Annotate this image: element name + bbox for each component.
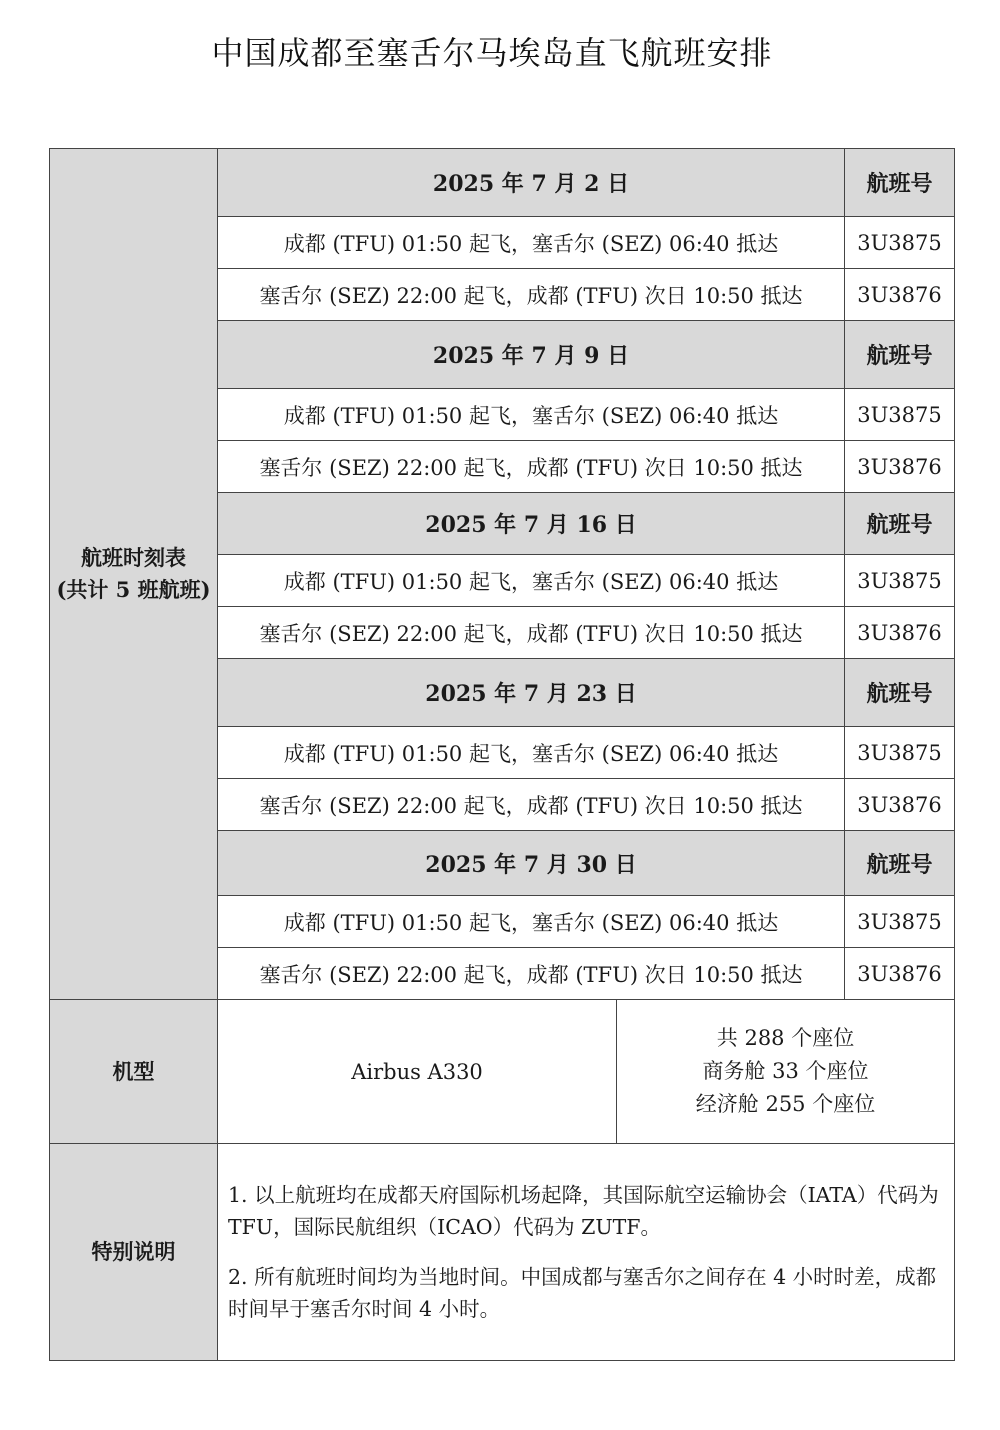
flight-no-header: 航班号: [845, 659, 955, 727]
flight-date: 2025 年 7 月 9 日: [218, 321, 845, 389]
flight-route: 成都 (TFU) 01:50 起飞，塞舌尔 (SEZ) 06:40 抵达: [218, 217, 845, 269]
flight-route: 塞舌尔 (SEZ) 22:00 起飞，成都 (TFU) 次日 10:50 抵达: [218, 607, 845, 659]
flight-route: 塞舌尔 (SEZ) 22:00 起飞，成都 (TFU) 次日 10:50 抵达: [218, 948, 845, 1000]
flight-date: 2025 年 7 月 23 日: [218, 659, 845, 727]
flight-no-header: 航班号: [845, 149, 955, 217]
date-header-row: [50, 149, 955, 217]
flight-number: 3U3875: [845, 555, 955, 607]
aircraft-model: Airbus A330: [218, 1000, 617, 1144]
schedule-label-line2: (共计 5 班航班): [56, 577, 211, 602]
flight-no-header: 航班号: [845, 831, 955, 896]
flight-number: 3U3876: [845, 441, 955, 493]
seats-business: 商务舱 33 个座位: [702, 1059, 869, 1083]
flight-no-header: 航班号: [845, 493, 955, 555]
flight-route: 成都 (TFU) 01:50 起飞，塞舌尔 (SEZ) 06:40 抵达: [218, 389, 845, 441]
notes-label: 特别说明: [50, 1144, 218, 1361]
flight-no-header: 航班号: [845, 321, 955, 389]
notes-content: [218, 1144, 955, 1361]
flight-route: 成都 (TFU) 01:50 起飞，塞舌尔 (SEZ) 06:40 抵达: [218, 727, 845, 779]
flight-route: 成都 (TFU) 01:50 起飞，塞舌尔 (SEZ) 06:40 抵达: [218, 896, 845, 948]
notes-row: [50, 1144, 955, 1361]
flight-number: 3U3875: [845, 896, 955, 948]
flight-route: 成都 (TFU) 01:50 起飞，塞舌尔 (SEZ) 06:40 抵达: [218, 555, 845, 607]
flight-route: 塞舌尔 (SEZ) 22:00 起飞，成都 (TFU) 次日 10:50 抵达: [218, 269, 845, 321]
flight-route: 塞舌尔 (SEZ) 22:00 起飞，成都 (TFU) 次日 10:50 抵达: [218, 441, 845, 493]
aircraft-label: 机型: [50, 1000, 218, 1144]
flight-number: 3U3876: [845, 948, 955, 1000]
flight-date: 2025 年 7 月 30 日: [218, 831, 845, 896]
flight-number: 3U3875: [845, 389, 955, 441]
schedule-label-line1: 航班时刻表: [81, 545, 186, 570]
flight-route: 塞舌尔 (SEZ) 22:00 起飞，成都 (TFU) 次日 10:50 抵达: [218, 779, 845, 831]
aircraft-row: [50, 1000, 955, 1144]
flight-date: 2025 年 7 月 2 日: [218, 149, 845, 217]
flight-number: 3U3875: [845, 727, 955, 779]
flight-number: 3U3876: [845, 779, 955, 831]
note-item: 2. 所有航班时间均为当地时间。中国成都与塞舌尔之间存在 4 小时时差，成都时间早于塞舌尔时间 4 小时。: [228, 1265, 937, 1321]
seats-economy: 经济舱 255 个座位: [695, 1092, 876, 1116]
flight-number: 3U3876: [845, 269, 955, 321]
page-title: 中国成都至塞舌尔马埃岛直飞航班安排: [211, 34, 773, 72]
note-item: 1. 以上航班均在成都天府国际机场起降，其国际航空运输协会（IATA）代码为 TFU，国际民航组织（ICAO）代码为 ZUTF。: [228, 1183, 939, 1239]
flight-number: 3U3876: [845, 607, 955, 659]
seat-info: [617, 1000, 955, 1144]
schedule-label-cell: [50, 149, 218, 1000]
flight-date: 2025 年 7 月 16 日: [218, 493, 845, 555]
seats-total: 共 288 个座位: [716, 1026, 855, 1050]
flight-number: 3U3875: [845, 217, 955, 269]
flight-schedule-table: [49, 148, 955, 1361]
